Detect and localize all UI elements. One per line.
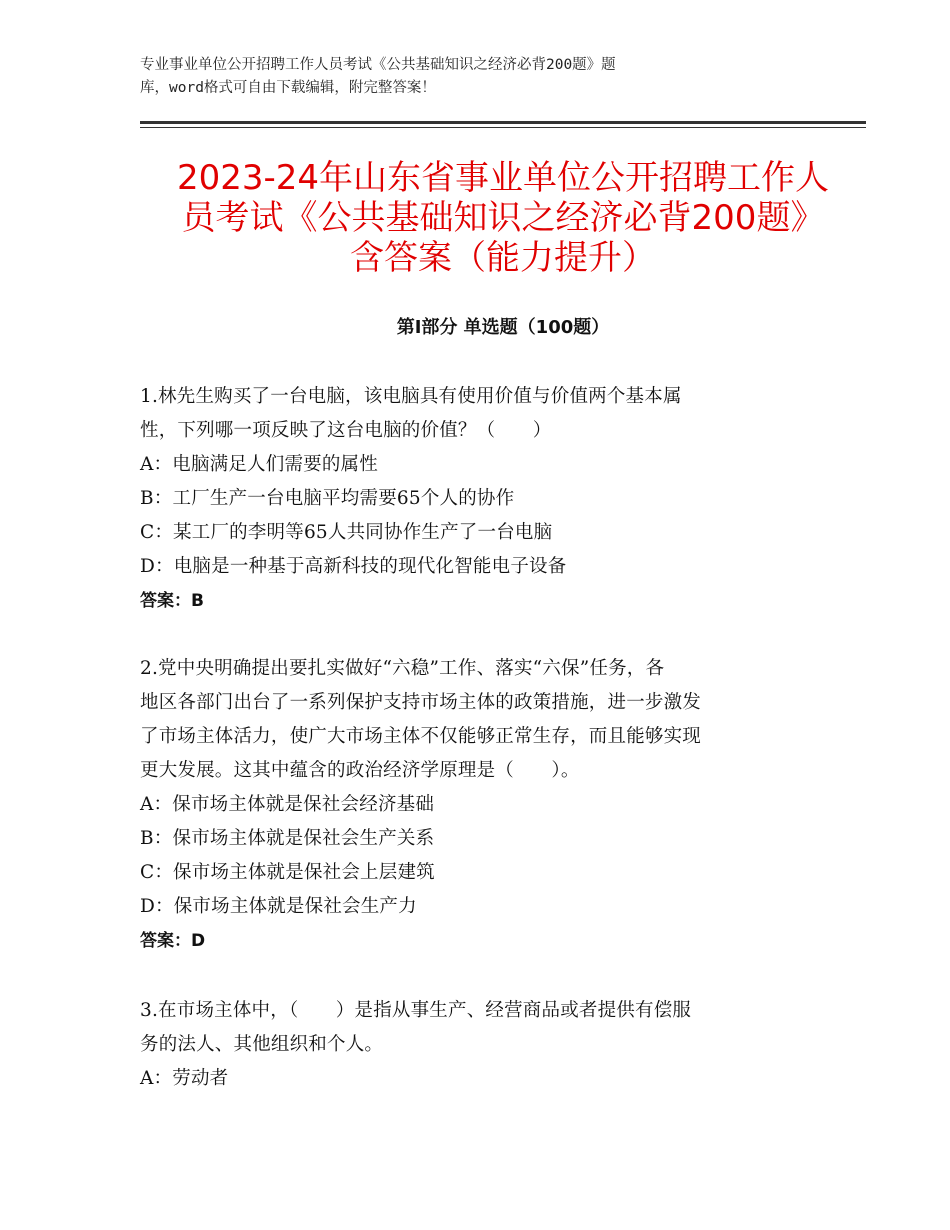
option-b: B：工厂生产一台电脑平均需要65个人的协作	[140, 488, 515, 509]
header-note-line: 库，word格式可自由下载编辑，附完整答案！	[140, 80, 436, 96]
option-a: A：劳动者	[140, 1068, 229, 1089]
question-stem-line: 2.党中央明确提出要扎实做好“六稳”工作、落实“六保”任务，各	[140, 658, 665, 679]
question-stem-line: 更大发展。这其中蕴含的政治经济学原理是（ ）。	[140, 760, 580, 781]
question-1	[140, 380, 830, 618]
option-a: A：保市场主体就是保社会经济基础	[140, 794, 435, 815]
question-2	[140, 652, 830, 958]
header-divider-thick	[140, 121, 866, 124]
option-d: D：电脑是一种基于高新科技的现代化智能电子设备	[140, 556, 567, 577]
question-stem-line: 3.在市场主体中，（ ）是指从事生产、经营商品或者提供有偿服	[140, 1000, 692, 1021]
question-stem-line: 了市场主体活力，使广大市场主体不仅能够正常生存，而且能够实现	[140, 726, 702, 747]
answer: 答案：B	[140, 591, 204, 611]
option-c: C：某工厂的李明等65人共同协作生产了一台电脑	[140, 522, 553, 543]
question-stem-line: 务的法人、其他组织和个人。	[140, 1034, 384, 1055]
header-note-line: 专业事业单位公开招聘工作人员考试《公共基础知识之经济必背200题》题	[140, 57, 616, 73]
header-divider-thin	[140, 127, 866, 128]
option-c: C：保市场主体就是保社会上层建筑	[140, 862, 435, 883]
option-d: D：保市场主体就是保社会生产力	[140, 896, 417, 917]
option-b: B：保市场主体就是保社会生产关系	[140, 828, 435, 849]
title-line: 员考试《公共基础知识之经济必背200题》	[181, 198, 825, 238]
title-line: 含答案（能力提升）	[350, 238, 656, 278]
section-title: 第Ⅰ部分 单选题（100题）	[396, 317, 610, 338]
option-a: A：电脑满足人们需要的属性	[140, 454, 378, 475]
title-line: 2023-24年山东省事业单位公开招聘工作人	[176, 158, 830, 198]
question-3	[140, 994, 830, 1096]
question-stem-line: 1.林先生购买了一台电脑，该电脑具有使用价值与价值两个基本属	[140, 386, 682, 407]
question-stem-line: 性，下列哪一项反映了这台电脑的价值？（ ）	[140, 420, 552, 441]
document-title	[140, 158, 866, 278]
header-note	[140, 54, 800, 100]
answer: 答案：D	[140, 931, 206, 951]
question-stem-line: 地区各部门出台了一系列保护支持市场主体的政策措施，进一步激发	[140, 692, 702, 713]
